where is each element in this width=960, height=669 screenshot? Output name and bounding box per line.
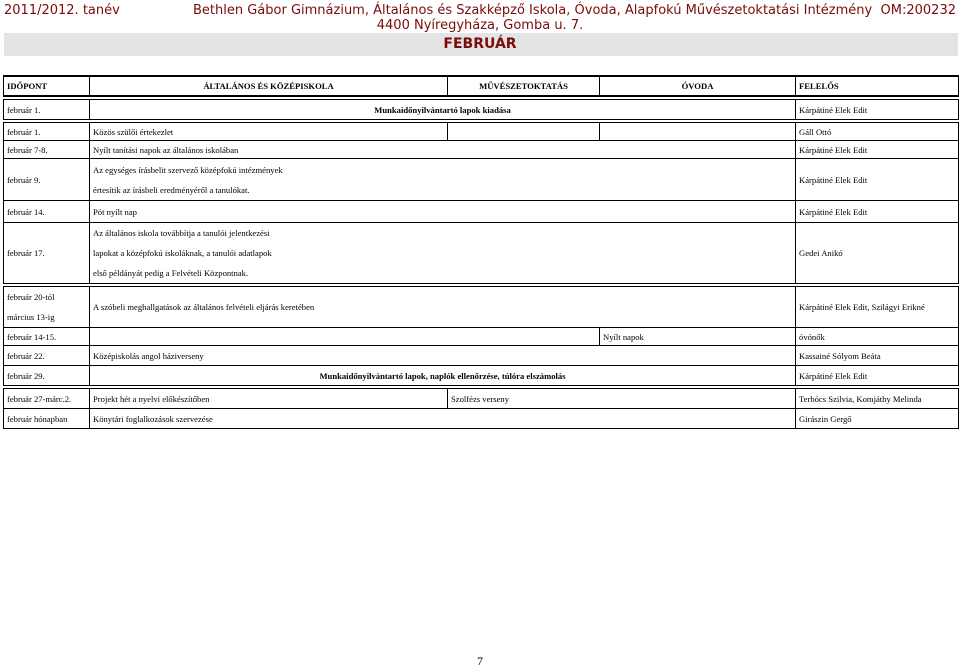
row-responsible: Girászin Gergő [796, 409, 959, 429]
row-date-line: március 13-ig [7, 312, 55, 322]
row-empty [448, 123, 600, 141]
school-address: 4400 Nyíregyháza, Gomba u. 7. [376, 18, 584, 33]
table-row [4, 389, 959, 409]
row-date: február hónapban [4, 409, 90, 429]
row-event-line: első példányát pedig a Felvételi Központnak. [93, 268, 249, 278]
row-event-line: Az általános iskola továbbítja a tanulói jelentkezési [93, 228, 270, 238]
row-date: február 1. [4, 100, 90, 120]
column-header-kindergarten: ÓVODA [600, 76, 796, 96]
row-event: Közös szülői értekezlet [90, 123, 448, 141]
row-responsible: Kárpátiné Elek Edit [796, 141, 959, 159]
row-responsible: óvónők [796, 328, 959, 346]
row-event: Középiskolás angol háziverseny [90, 346, 796, 366]
table-row [4, 223, 959, 284]
school-name: Bethlen Gábor Gimnázium, Általános és Szakképző Iskola, Óvoda, Alapfokú Művészetoktatási Intézmény [193, 3, 873, 18]
row-responsible: Kassainé Sólyom Beáta [796, 346, 959, 366]
column-header-date: IDŐPONT [4, 76, 90, 96]
row-event: Könytári foglalkozások szervezése [90, 409, 796, 429]
table-row [4, 409, 959, 429]
row-event-line: lapokat a középfokú iskoláknak, a tanulói adatlapok [93, 248, 272, 258]
row-event: Nyílt tanítási napok az általános iskolában [90, 141, 796, 159]
row-event [90, 159, 796, 201]
table-row [4, 287, 959, 328]
row-event: Pót nyílt nap [90, 201, 796, 223]
row-date: február 17. [4, 223, 90, 284]
table-row [4, 141, 959, 159]
table-row [4, 159, 959, 201]
row-date: február 14-15. [4, 328, 90, 346]
row-date: február 1. [4, 123, 90, 141]
month-title: FEBRUÁR [443, 36, 517, 52]
table-row [4, 328, 959, 346]
row-art: Szolfézs verseny [448, 389, 796, 409]
table-row [4, 201, 959, 223]
row-empty [600, 123, 796, 141]
row-event: Projekt hét a nyelvi előkészítőben [90, 389, 448, 409]
om-code: OM:200232 [880, 3, 956, 18]
table-row [4, 100, 959, 120]
row-event: A szóbeli meghallgatások az általános felvételi eljárás keretében [90, 287, 796, 328]
row-event-line: értesítik az írásbeli eredményéről a tanulókat. [93, 184, 250, 195]
row-responsible: Kárpátiné Elek Edit [796, 100, 959, 120]
row-event: Munkaidőnyilvántartó lapok, naplók ellenőrzése, túlóra elszámolás [90, 366, 796, 386]
document-header [0, 0, 960, 58]
row-date: február 7-8. [4, 141, 90, 159]
row-responsible: Terbócs Szilvia, Komjáthy Melinda [796, 389, 959, 409]
row-responsible: Gáll Ottó [796, 123, 959, 141]
row-event-line: Az egységes írásbelit szervező középfokú intézmények [93, 164, 283, 175]
table-row [4, 366, 959, 386]
column-header-general: ÁLTALÁNOS ÉS KÖZÉPISKOLA [90, 76, 448, 96]
row-date: február 22. [4, 346, 90, 366]
row-date: február 9. [4, 159, 90, 201]
row-empty [90, 328, 600, 346]
row-responsible: Kárpátiné Elek Edit [796, 366, 959, 386]
row-responsible: Gedei Anikó [796, 223, 959, 284]
row-date: február 27-márc.2. [4, 389, 90, 409]
column-header-responsible: FELELŐS [796, 76, 959, 96]
row-date: február 29. [4, 366, 90, 386]
table-row [4, 123, 959, 141]
row-date [4, 287, 90, 328]
row-responsible: Kárpátiné Elek Edit, Szilágyi Erikné [796, 287, 959, 328]
row-event: Munkaidőnyilvántartó lapok kiadása [90, 100, 796, 120]
column-header-art: MŰVÉSZETOKTATÁS [448, 76, 600, 96]
table-header-row [4, 76, 959, 96]
row-responsible: Kárpátiné Elek Edit [796, 159, 959, 201]
row-date: február 14. [4, 201, 90, 223]
school-year: 2011/2012. tanév [4, 3, 120, 18]
row-event [90, 223, 796, 284]
event-table [3, 75, 959, 429]
table-row [4, 346, 959, 366]
page-number: 7 [477, 654, 483, 668]
row-date-line: február 20-tól [7, 292, 55, 302]
row-kindergarten: Nyílt napok [600, 328, 796, 346]
row-responsible: Kárpátiné Elek Edit [796, 201, 959, 223]
